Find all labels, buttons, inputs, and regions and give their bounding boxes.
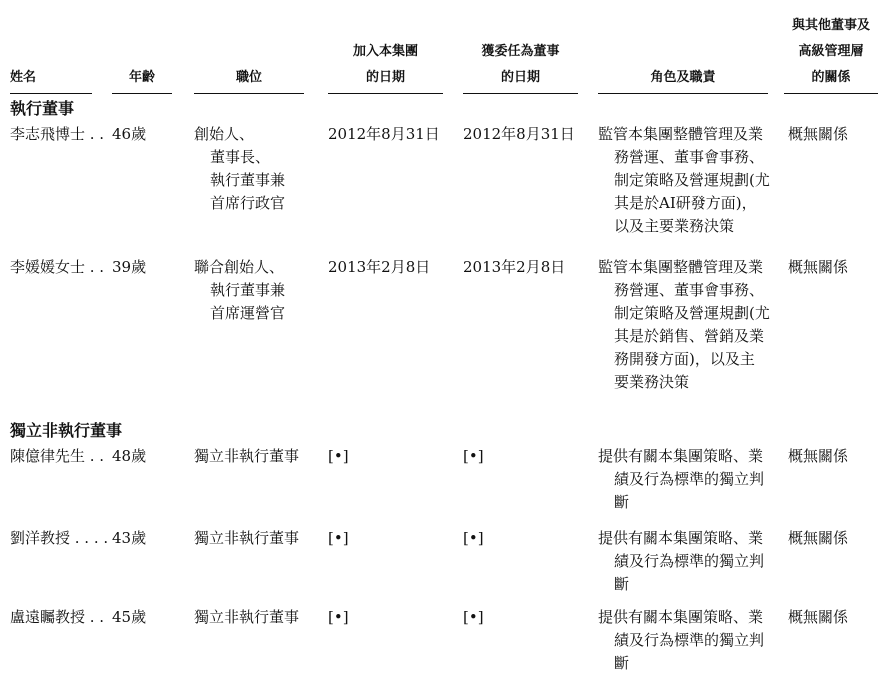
header-relationship-2: 高級管理層: [798, 44, 864, 59]
header-position: 職位: [235, 70, 262, 85]
director-roles: [598, 606, 764, 675]
roles-line: 務營運、董事會事務、: [614, 281, 765, 299]
position-line: 聯合創始人、: [194, 258, 285, 276]
director-position: [194, 606, 299, 629]
roles-line: 監管本集團整體管理及業: [598, 258, 764, 276]
header-rule-roles: [598, 93, 768, 94]
header-appoint-date-1: 獲委任為董事: [481, 44, 560, 59]
director-name: 盧遠矚教授 . .: [10, 608, 105, 626]
director-join-date: [•]: [328, 608, 349, 626]
roles-line: 監管本集團整體管理及業: [598, 125, 764, 143]
director-age: 48歲: [112, 447, 147, 465]
roles-line: 績及行為標準的獨立判: [614, 470, 765, 488]
position-line: 獨立非執行董事: [194, 608, 300, 626]
director-join-date: [•]: [328, 529, 349, 547]
director-name: 李媛媛女士 . .: [10, 258, 105, 276]
director-name: 陳億律先生 . .: [10, 447, 105, 465]
header-roles: 角色及職責: [650, 70, 716, 85]
header-rule-appoint-date: [463, 93, 578, 94]
roles-line: 制定策略及營運規劃(尤: [614, 304, 770, 322]
header-relationship-1: 與其他董事及: [791, 18, 870, 33]
header-name: 姓名: [10, 70, 37, 85]
director-appoint-date: [•]: [463, 608, 484, 626]
header-join-date-1: 加入本集團: [352, 44, 418, 59]
section-title: 獨立非執行董事: [10, 421, 123, 440]
director-appoint-date: 2012年8月31日: [463, 125, 575, 143]
header-rule-age: [112, 93, 172, 94]
director-relationship: 概無關係: [788, 447, 849, 465]
roles-line: 斷: [614, 493, 630, 511]
header-join-date-2: 的日期: [365, 70, 405, 85]
position-line: 執行董事兼: [210, 281, 286, 299]
header-relationship-3: 的關係: [811, 70, 851, 85]
roles-line: 斷: [614, 654, 630, 672]
director-relationship: 概無關係: [788, 529, 849, 547]
roles-line: 其是於銷售、營銷及業: [614, 327, 765, 345]
position-line: 創始人、: [194, 125, 255, 143]
position-line: 董事長、: [210, 148, 271, 166]
director-age: 43歲: [112, 529, 147, 547]
position-line: 首席運營官: [210, 304, 286, 322]
director-position: [194, 256, 285, 325]
header-rule-position: [194, 93, 304, 94]
director-position: [194, 123, 285, 215]
roles-line: 其是於AI研發方面)，: [614, 194, 757, 212]
director-appoint-date: [•]: [463, 529, 484, 547]
director-name: 李志飛博士 . .: [10, 125, 105, 143]
roles-line: 制定策略及營運規劃(尤: [614, 171, 770, 189]
roles-line: 績及行為標準的獨立判: [614, 631, 765, 649]
position-line: 獨立非執行董事: [194, 529, 300, 547]
header-age: 年齡: [128, 70, 155, 85]
director-age: 45歲: [112, 608, 147, 626]
roles-line: 斷: [614, 575, 630, 593]
header-rule-relationship: [784, 93, 878, 94]
director-relationship: 概無關係: [788, 125, 849, 143]
director-relationship: 概無關係: [788, 608, 849, 626]
director-roles: [598, 445, 764, 514]
director-position: [194, 527, 299, 550]
position-line: 執行董事兼: [210, 171, 286, 189]
header-appoint-date-2: 的日期: [500, 70, 540, 85]
section-title: 執行董事: [10, 99, 75, 118]
director-join-date: 2013年2月8日: [328, 258, 431, 276]
director-join-date: [•]: [328, 447, 349, 465]
roles-line: 提供有關本集團策略、業: [598, 529, 764, 547]
director-appoint-date: 2013年2月8日: [463, 258, 566, 276]
roles-line: 要業務決策: [614, 373, 690, 391]
director-age: 39歲: [112, 258, 147, 276]
director-join-date: 2012年8月31日: [328, 125, 440, 143]
roles-line: 務營運、董事會事務、: [614, 148, 765, 166]
header-rule-join-date: [328, 93, 443, 94]
roles-line: 務開發方面)，以及主: [614, 350, 755, 368]
director-age: 46歲: [112, 125, 147, 143]
roles-line: 提供有關本集團策略、業: [598, 608, 764, 626]
director-roles: [598, 123, 770, 238]
director-position: [194, 445, 299, 468]
roles-line: 以及主要業務決策: [614, 217, 735, 235]
director-appoint-date: [•]: [463, 447, 484, 465]
director-roles: [598, 256, 770, 394]
position-line: 首席行政官: [210, 194, 286, 212]
director-relationship: 概無關係: [788, 258, 849, 276]
roles-line: 提供有關本集團策略、業: [598, 447, 764, 465]
roles-line: 績及行為標準的獨立判: [614, 552, 765, 570]
director-name: 劉洋教授 . . . .: [10, 529, 109, 547]
position-line: 獨立非執行董事: [194, 447, 300, 465]
header-rule-name: [10, 93, 92, 94]
director-roles: [598, 527, 764, 596]
